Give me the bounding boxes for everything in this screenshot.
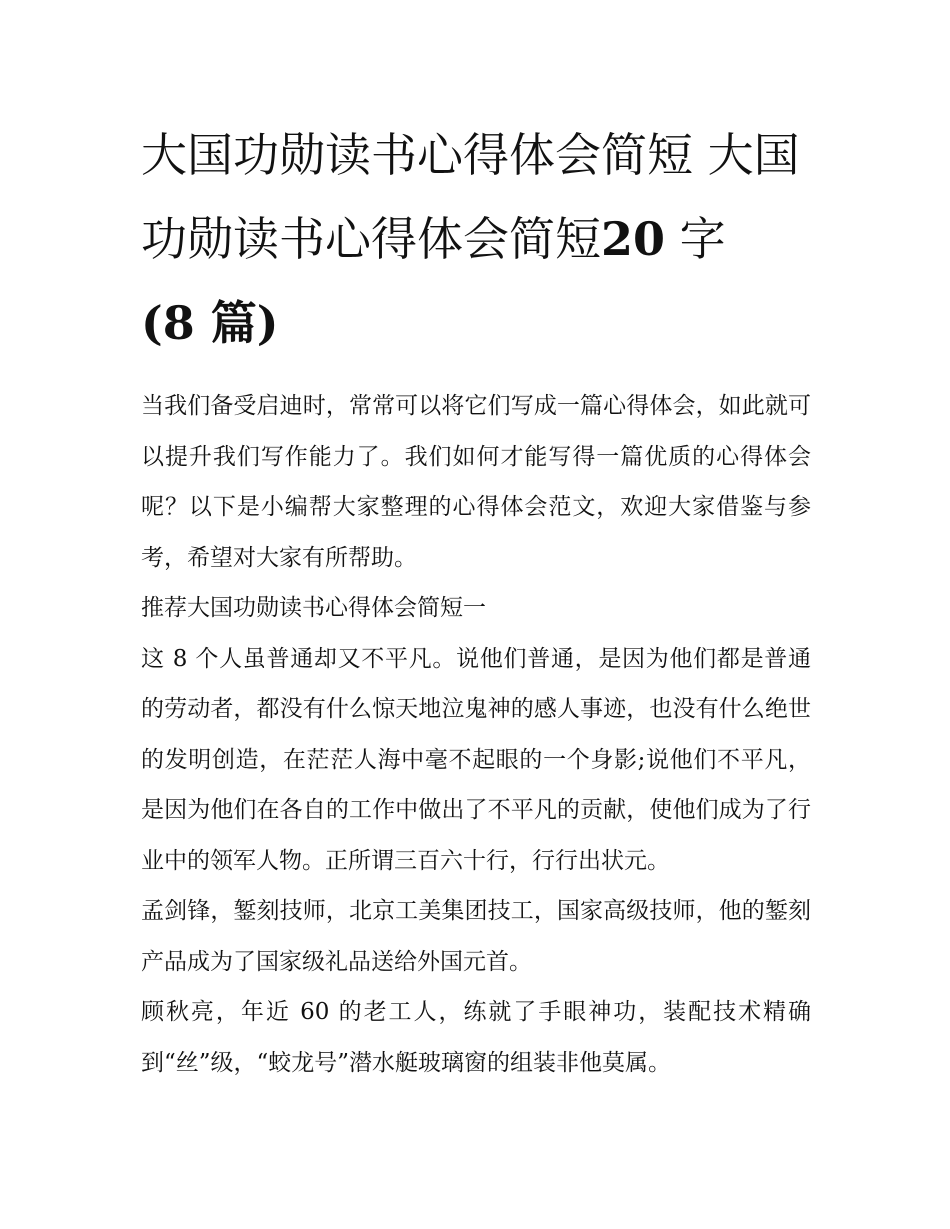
title-text: 大国功勋读书心得体会简短 大国功勋读书心得体会简短 xyxy=(141,128,800,266)
title-number: 20 xyxy=(601,212,666,266)
body-paragraph: 顾秋亮，年近 60 的老工人，练就了手眼神功，装配技术精确到“丝”级，“蛟龙号”潜水艇玻璃窗的组装非他莫属。 xyxy=(141,999,811,1076)
title-count-number: (8 xyxy=(141,296,195,350)
document-title xyxy=(141,113,811,365)
body-paragraph: 这 8 个人虽普通却又不平凡。说他们普通，是因为他们都是普通的劳动者，都没有什么惊天地泣鬼神的感人事迹，也没有什么绝世的发明创造，在茫茫人海中毫不起眼的一个身影;说他们不平凡，是因为他们在各自的工作中做出了不平凡的贡献，使他们成为了行业中的领军人物。正所谓三百六十行，行行出状元。 xyxy=(141,645,811,874)
title-unit: 字 xyxy=(665,212,726,266)
document-content xyxy=(141,113,811,1088)
section-heading: 推荐大国功勋读书心得体会简短一 xyxy=(141,595,486,621)
document-body xyxy=(141,381,811,1088)
body-paragraph: 孟剑锋，錾刻技师，北京工美集团技工，国家高级技师，他的錾刻产品成为了国家级礼品送给外国元首。 xyxy=(141,898,811,975)
title-count-unit: 篇) xyxy=(194,296,279,350)
intro-paragraph: 当我们备受启迪时，常常可以将它们写成一篇心得体会，如此就可以提升我们写作能力了。我们如何才能写得一篇优质的心得体会呢？以下是小编帮大家整理的心得体会范文，欢迎大家借鉴与参考，希望对大家有所帮助。 xyxy=(141,393,811,571)
